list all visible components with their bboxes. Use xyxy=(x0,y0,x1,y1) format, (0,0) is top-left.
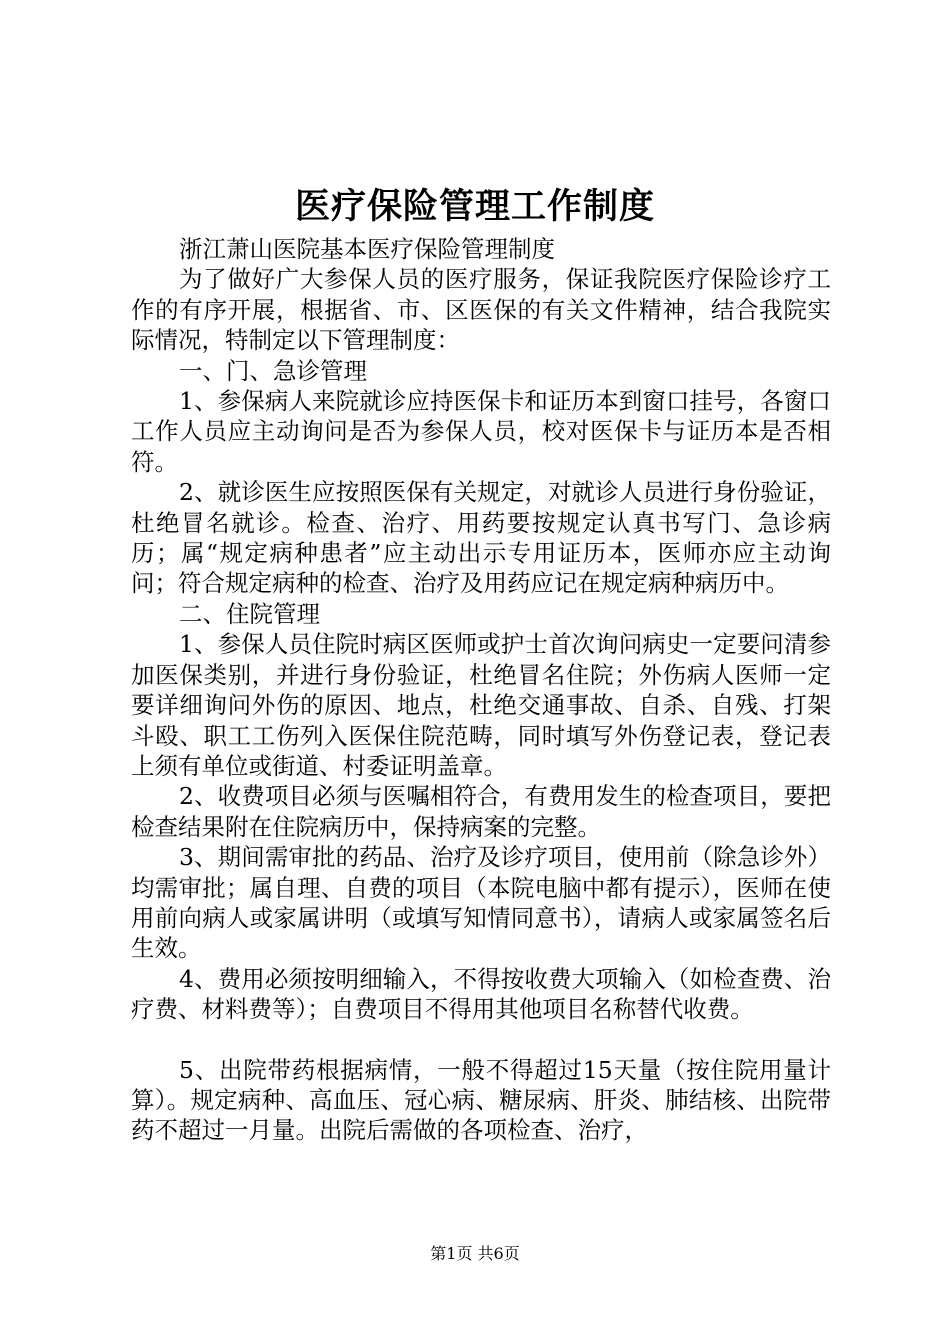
paragraph-intro: 为了做好广大参保人员的医疗服务，保证我院医疗保险诊疗工作的有序开展，根据省、市、区医保的有关文件精神，结合我院实际情况，特制定以下管理制度： xyxy=(131,265,831,355)
paragraph-inpatient-5: 5、出院带药根据病情，一般不得超过15天量（按住院用量计算）。规定病种、高血压、冠心病、糖尿病、肝炎、肺结核、出院带药不超过一月量。出院后需做的各项检查、治疗， xyxy=(131,1055,831,1145)
page-title: 医疗保险管理工作制度 xyxy=(294,186,655,227)
page-footer: 第1页 共6页 xyxy=(430,1244,520,1263)
paragraph-inpatient-3: 3、期间需审批的药品、治疗及诊疗项目，使用前（除急诊外）均需审批；属自理、自费的项目（本院电脑中都有提示），医师在使用前向病人或家属讲明（或填写知情同意书），请病人或家属签名后生效。 xyxy=(131,843,831,963)
document-body xyxy=(131,234,831,1146)
section-heading-outpatient: 一、门、急诊管理 xyxy=(179,356,367,385)
paragraph-outpatient-2: 2、就诊医生应按照医保有关规定，对就诊人员进行身份验证，杜绝冒名就诊。检查、治疗、用药要按规定认真书写门、急诊病历；属“规定病种患者”应主动出示专用证历本，医师亦应主动询问；符合规定病种的检查、治疗及用药应记在规定病种病历中。 xyxy=(131,478,831,598)
paragraph-subtitle: 浙江萧山医院基本医疗保险管理制度 xyxy=(179,235,555,263)
paragraph-inpatient-4: 4、费用必须按明细输入，不得按收费大项输入（如检查费、治疗费、材料费等）；自费项目不得用其他项目名称替代收费。 xyxy=(131,964,831,1024)
paragraph-inpatient-2: 2、收费项目必须与医嘱相符合，有费用发生的检查项目，要把检查结果附在住院病历中，保持病案的完整。 xyxy=(131,782,831,841)
section-heading-inpatient: 二、住院管理 xyxy=(179,599,320,628)
paragraph-outpatient-1: 1、参保病人来院就诊应持医保卡和证历本到窗口挂号，各窗口工作人员应主动询问是否为参保人员，校对医保卡与证历本是否相符。 xyxy=(131,387,831,476)
paragraph-inpatient-1: 1、参保人员住院时病区医师或护士首次询问病史一定要问清参加医保类别，并进行身份验证，杜绝冒名住院；外伤病人医师一定要详细询问外伤的原因、地点，杜绝交通事故、自杀、自残、打架斗殴、职工工伤列入医保住院范畴，同时填写外伤登记表，登记表上须有单位或街道、村委证明盖章。 xyxy=(131,630,831,780)
